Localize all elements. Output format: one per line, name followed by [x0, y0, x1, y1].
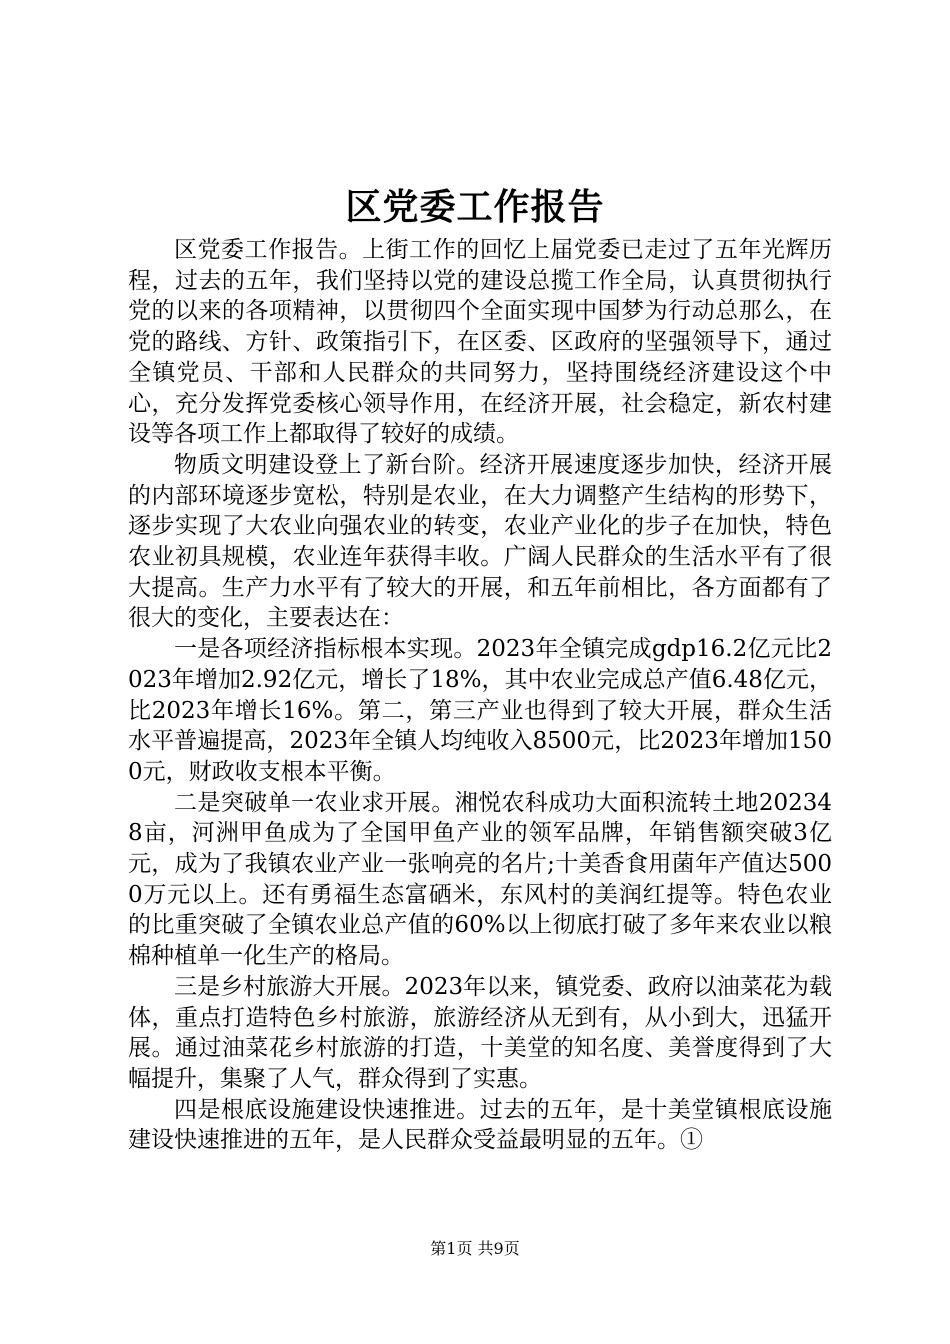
page-number: 第1页: [430, 1239, 473, 1258]
paragraph-rural-tourism: 三是乡村旅游大开展。2023年以来，镇党委、政府以油菜花为载体，重点打造特色乡村旅游，旅游经济从无到有，从小到大，迅猛开展。通过油菜花乡村旅游的打造，十美堂的知名度、美誉度得到了大幅提升，集聚了人气，群众得到了实惠。: [128, 973, 832, 1092]
document-title: 区党委工作报告: [345, 186, 605, 228]
paragraph-intro: 区党委工作报告。上街工作的回忆上届党委已走过了五年光辉历程，过去的五年，我们坚持以党的建设总揽工作全局，认真贯彻执行党的以来的各项精神，以贯彻四个全面实现中国梦为行动总那么，在党的路线、方针、政策指引下，在区委、区政府的坚强领导下，通过全镇党员、干部和人民群众的共同努力，坚持围绕经济建设这个中心，充分发挥党委核心领导作用，在经济开展，社会稳定，新农村建设等各项工作上都取得了较好的成绩。: [128, 237, 832, 448]
paragraph-material-civilization: 物质文明建设登上了新台阶。经济开展速度逐步加快，经济开展的内部环境逐步宽松，特别是农业，在大力调整产生结构的形势下，逐步实现了大农业向强农业的转变，农业产业化的步子在加快，特色农业初具规模，农业连年获得丰收。广阔人民群众的生活水平有了很大提高。生产力水平有了较大的开展，和五年前相比，各方面都有了很大的变化，主要表达在：: [128, 451, 832, 632]
page-total: 共9页: [477, 1239, 520, 1258]
paragraph-agriculture-development: 二是突破单一农业求开展。湘悦农科成功大面积流转土地202348亩，河洲甲鱼成为了全国甲鱼产业的领军品牌，年销售额突破3亿元，成为了我镇农业产业一张响亮的名片;十美香食用菌年产值达5000万元以上。还有勇福生态富硒米，东风村的美润红提等。特色农业的比重突破了全镇农业总产值的60%以上彻底打破了多年来农业以粮棉种植单一化生产的格局。: [128, 789, 832, 970]
paragraph-economic-indicators: 一是各项经济指标根本实现。2023年全镇完成gdp16.2亿元比2023年增加2.92亿元，增长了18%，其中农业完成总产值6.48亿元，比2023年增长16%。第二，第三产业也得到了较大开展，群众生活水平普遍提高，2023年全镇人均纯收入8500元，比2023年增加1500元，财政收支根本平衡。: [128, 636, 832, 785]
paragraph-infrastructure: 四是根底设施建设快速推进。过去的五年，是十美堂镇根底设施建设快速推进的五年，是人民群众受益最明显的五年。①: [128, 1096, 832, 1154]
document-body: [128, 235, 832, 1156]
page-footer: [0, 1238, 950, 1260]
